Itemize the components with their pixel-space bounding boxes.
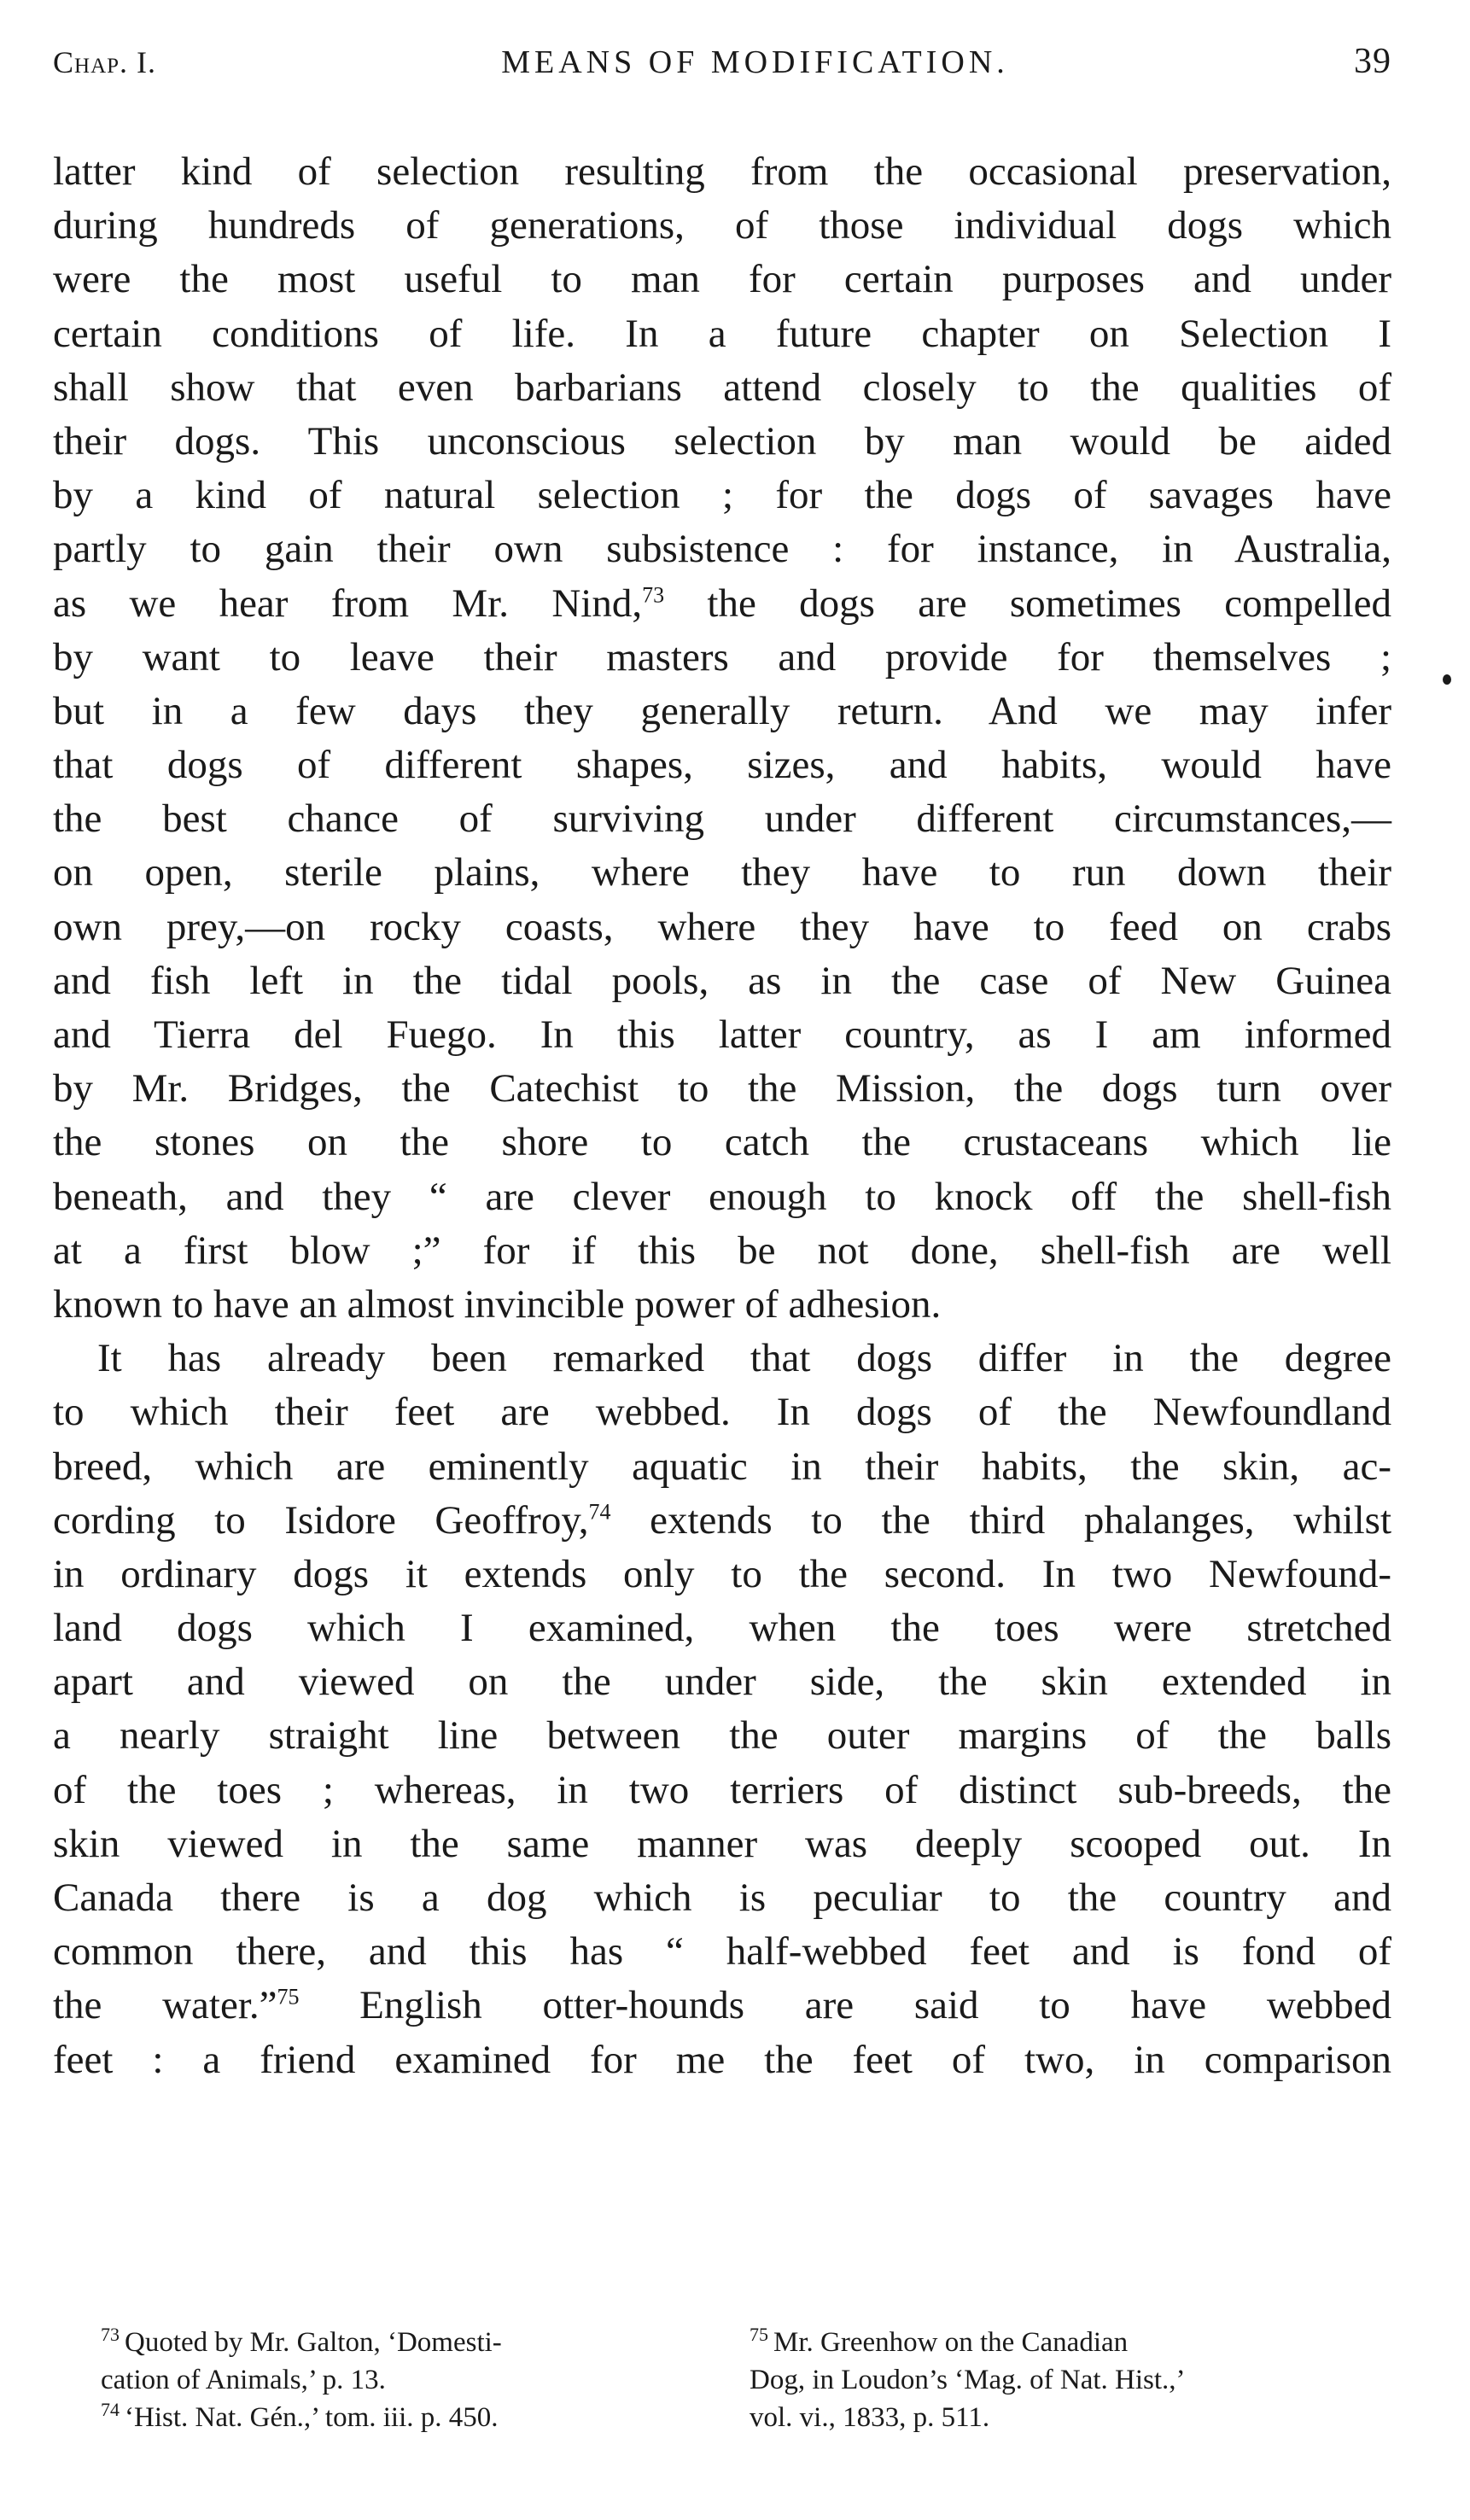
text-line-content-continued: English otter-hounds are said to have webbed xyxy=(299,1983,1392,2028)
text-line xyxy=(53,1925,1391,1979)
footnote-line xyxy=(101,2399,698,2436)
text-line-content: to which their feet are webbed. In dogs of the Newfoundland xyxy=(53,1390,1391,1435)
text-line-content: Canada there is a dog which is peculiar to the country and xyxy=(53,1875,1391,1920)
text-line xyxy=(53,685,1391,738)
footnote-text: vol. vi., 1833, p. 511. xyxy=(750,2402,990,2433)
text-line xyxy=(53,307,1391,361)
footnote-reference: 75 xyxy=(277,1984,300,2010)
footnote-line xyxy=(750,2399,1398,2436)
text-line xyxy=(53,1871,1391,1925)
text-line xyxy=(53,253,1391,306)
text-line xyxy=(53,1494,1391,1548)
text-line-content: partly to gain their own subsistence : for instance, in Australia, xyxy=(53,527,1391,572)
body-text xyxy=(53,145,1391,2087)
text-line-content: at a first blow ;” for if this be not done, shell-fish are well xyxy=(53,1228,1391,1273)
text-line-content: certain conditions of life. In a future chapter on Selection I xyxy=(53,311,1391,356)
text-line xyxy=(53,1817,1391,1871)
text-line-content: a nearly straight line between the outer margins of the balls xyxy=(53,1713,1391,1759)
text-line-content: the water.” xyxy=(53,1983,277,2028)
text-line xyxy=(53,1979,1391,2033)
text-line-content: the stones on the shore to catch the crustaceans which lie xyxy=(53,1120,1391,1165)
text-line-content: their dogs. This unconscious selection by man would be aided xyxy=(53,418,1391,464)
text-line-content: on open, sterile plains, where they have to run down their xyxy=(53,850,1391,895)
text-line-content: latter kind of selection resulting from the occasional preservation, xyxy=(53,149,1391,194)
text-line-content: of the toes ; whereas, in two terriers of distinct sub-breeds, the xyxy=(53,1767,1391,1812)
text-line-content: by Mr. Bridges, the Catechist to the Mission, the dogs turn over xyxy=(53,1066,1391,1111)
text-line-content: during hundreds of generations, of those individual dogs which xyxy=(53,203,1391,248)
text-line xyxy=(53,792,1391,846)
footnote-text: Dog, in Loudon’s ‘Mag. of Nat. Hist.,’ xyxy=(750,2365,1186,2395)
text-line xyxy=(53,145,1391,199)
text-line xyxy=(53,1224,1391,1278)
text-line xyxy=(53,1332,1391,1385)
text-line xyxy=(53,1385,1391,1439)
text-line xyxy=(53,738,1391,792)
footnote-reference: 74 xyxy=(588,1499,611,1525)
text-line-content: were the most useful to man for certain purposes and under xyxy=(53,257,1391,302)
footnote-marker: 75 xyxy=(750,2324,768,2345)
text-line xyxy=(53,361,1391,415)
text-line xyxy=(53,1548,1391,1601)
text-line xyxy=(53,199,1391,253)
text-line-content: breed, which are eminently aquatic in their habits, the skin, ac- xyxy=(53,1444,1391,1489)
text-line-content: the best chance of surviving under different circumstances,— xyxy=(53,796,1391,842)
text-line xyxy=(53,2033,1391,2087)
page-number: 39 xyxy=(1354,42,1391,81)
footnote-text: ‘Hist. Nat. Gén.,’ tom. iii. p. 450. xyxy=(125,2402,499,2433)
text-line xyxy=(53,1116,1391,1170)
text-line-content-continued: extends to the third phalanges, whilst xyxy=(610,1497,1391,1543)
text-line-content: by want to leave their masters and provide for themselves ; xyxy=(53,634,1391,680)
text-line xyxy=(53,901,1391,954)
text-line-content: and Tierra del Fuego. In this latter country, as I am informed xyxy=(53,1012,1391,1057)
text-line xyxy=(53,1655,1391,1709)
chapter-label: Chap. I. xyxy=(53,45,157,79)
text-line xyxy=(53,577,1391,631)
text-line-content: common there, and this has “ half-webbed feet and is fond of xyxy=(53,1929,1391,1975)
text-line xyxy=(53,1008,1391,1062)
text-line xyxy=(53,1278,1391,1332)
text-line xyxy=(53,631,1391,685)
footnote-marker: 74 xyxy=(101,2399,120,2420)
ink-speck xyxy=(1443,674,1451,685)
text-line xyxy=(53,1440,1391,1494)
text-line-content: beneath, and they “ are clever enough to knock off the shell-fish xyxy=(53,1174,1391,1219)
running-header xyxy=(53,41,1391,109)
footnote-text: Mr. Greenhow on the Canadian xyxy=(773,2327,1129,2358)
footnote-text: Quoted by Mr. Galton, ‘Domesti- xyxy=(125,2327,502,2358)
text-line-content: skin viewed in the same manner was deeply scooped out. In xyxy=(53,1821,1391,1866)
footnotes-left-column xyxy=(101,2324,698,2436)
text-line-content-continued: the dogs are sometimes compelled xyxy=(664,580,1391,626)
text-line-content: feet : a friend examined for me the feet of two, in comparison xyxy=(53,2037,1391,2082)
text-line xyxy=(53,846,1391,900)
footnotes-right-column xyxy=(750,2324,1398,2436)
footnote-line xyxy=(101,2361,698,2399)
text-line-content: land dogs which I examined, when the toes were stretched xyxy=(53,1606,1391,1651)
text-line-content: own prey,—on rocky coasts, where they have to feed on crabs xyxy=(53,904,1391,949)
footnote-marker: 73 xyxy=(101,2324,120,2345)
footnote-line xyxy=(750,2361,1398,2399)
text-line-content: apart and viewed on the under side, the skin extended in xyxy=(53,1660,1391,1705)
text-line-content: as we hear from Mr. Nind, xyxy=(53,580,643,626)
text-line-content: in ordinary dogs it extends only to the second. In two Newfound- xyxy=(53,1551,1391,1596)
text-line xyxy=(53,1062,1391,1116)
text-line-content: cording to Isidore Geoffroy, xyxy=(53,1497,589,1543)
text-line xyxy=(53,954,1391,1008)
text-line xyxy=(53,469,1391,522)
text-line-content: by a kind of natural selection ; for the dogs of savages have xyxy=(53,473,1391,518)
footnotes xyxy=(101,2324,1398,2436)
text-line xyxy=(53,1764,1391,1817)
text-line-content: known to have an almost invincible power of adhesion. xyxy=(53,1281,942,1327)
text-line xyxy=(53,415,1391,469)
footnote-line xyxy=(101,2324,698,2361)
footnote-line xyxy=(750,2324,1398,2361)
text-line-content: It has already been remarked that dogs differ in the degree xyxy=(97,1336,1391,1381)
text-line-content: shall show that even barbarians attend closely to the qualities of xyxy=(53,365,1391,410)
text-line xyxy=(53,1601,1391,1655)
text-line-content: but in a few days they generally return. And we may infer xyxy=(53,688,1391,733)
footnote-text: cation of Animals,’ p. 13. xyxy=(101,2365,386,2395)
text-line xyxy=(53,1170,1391,1224)
running-title: MEANS OF MODIFICATION. xyxy=(501,44,1009,80)
text-line xyxy=(53,522,1391,576)
text-line-content: and fish left in the tidal pools, as in the case of New Guinea xyxy=(53,958,1391,1003)
text-line xyxy=(53,1709,1391,1763)
footnote-reference: 73 xyxy=(642,581,665,607)
text-line-content: that dogs of different shapes, sizes, and habits, would have xyxy=(53,743,1391,788)
